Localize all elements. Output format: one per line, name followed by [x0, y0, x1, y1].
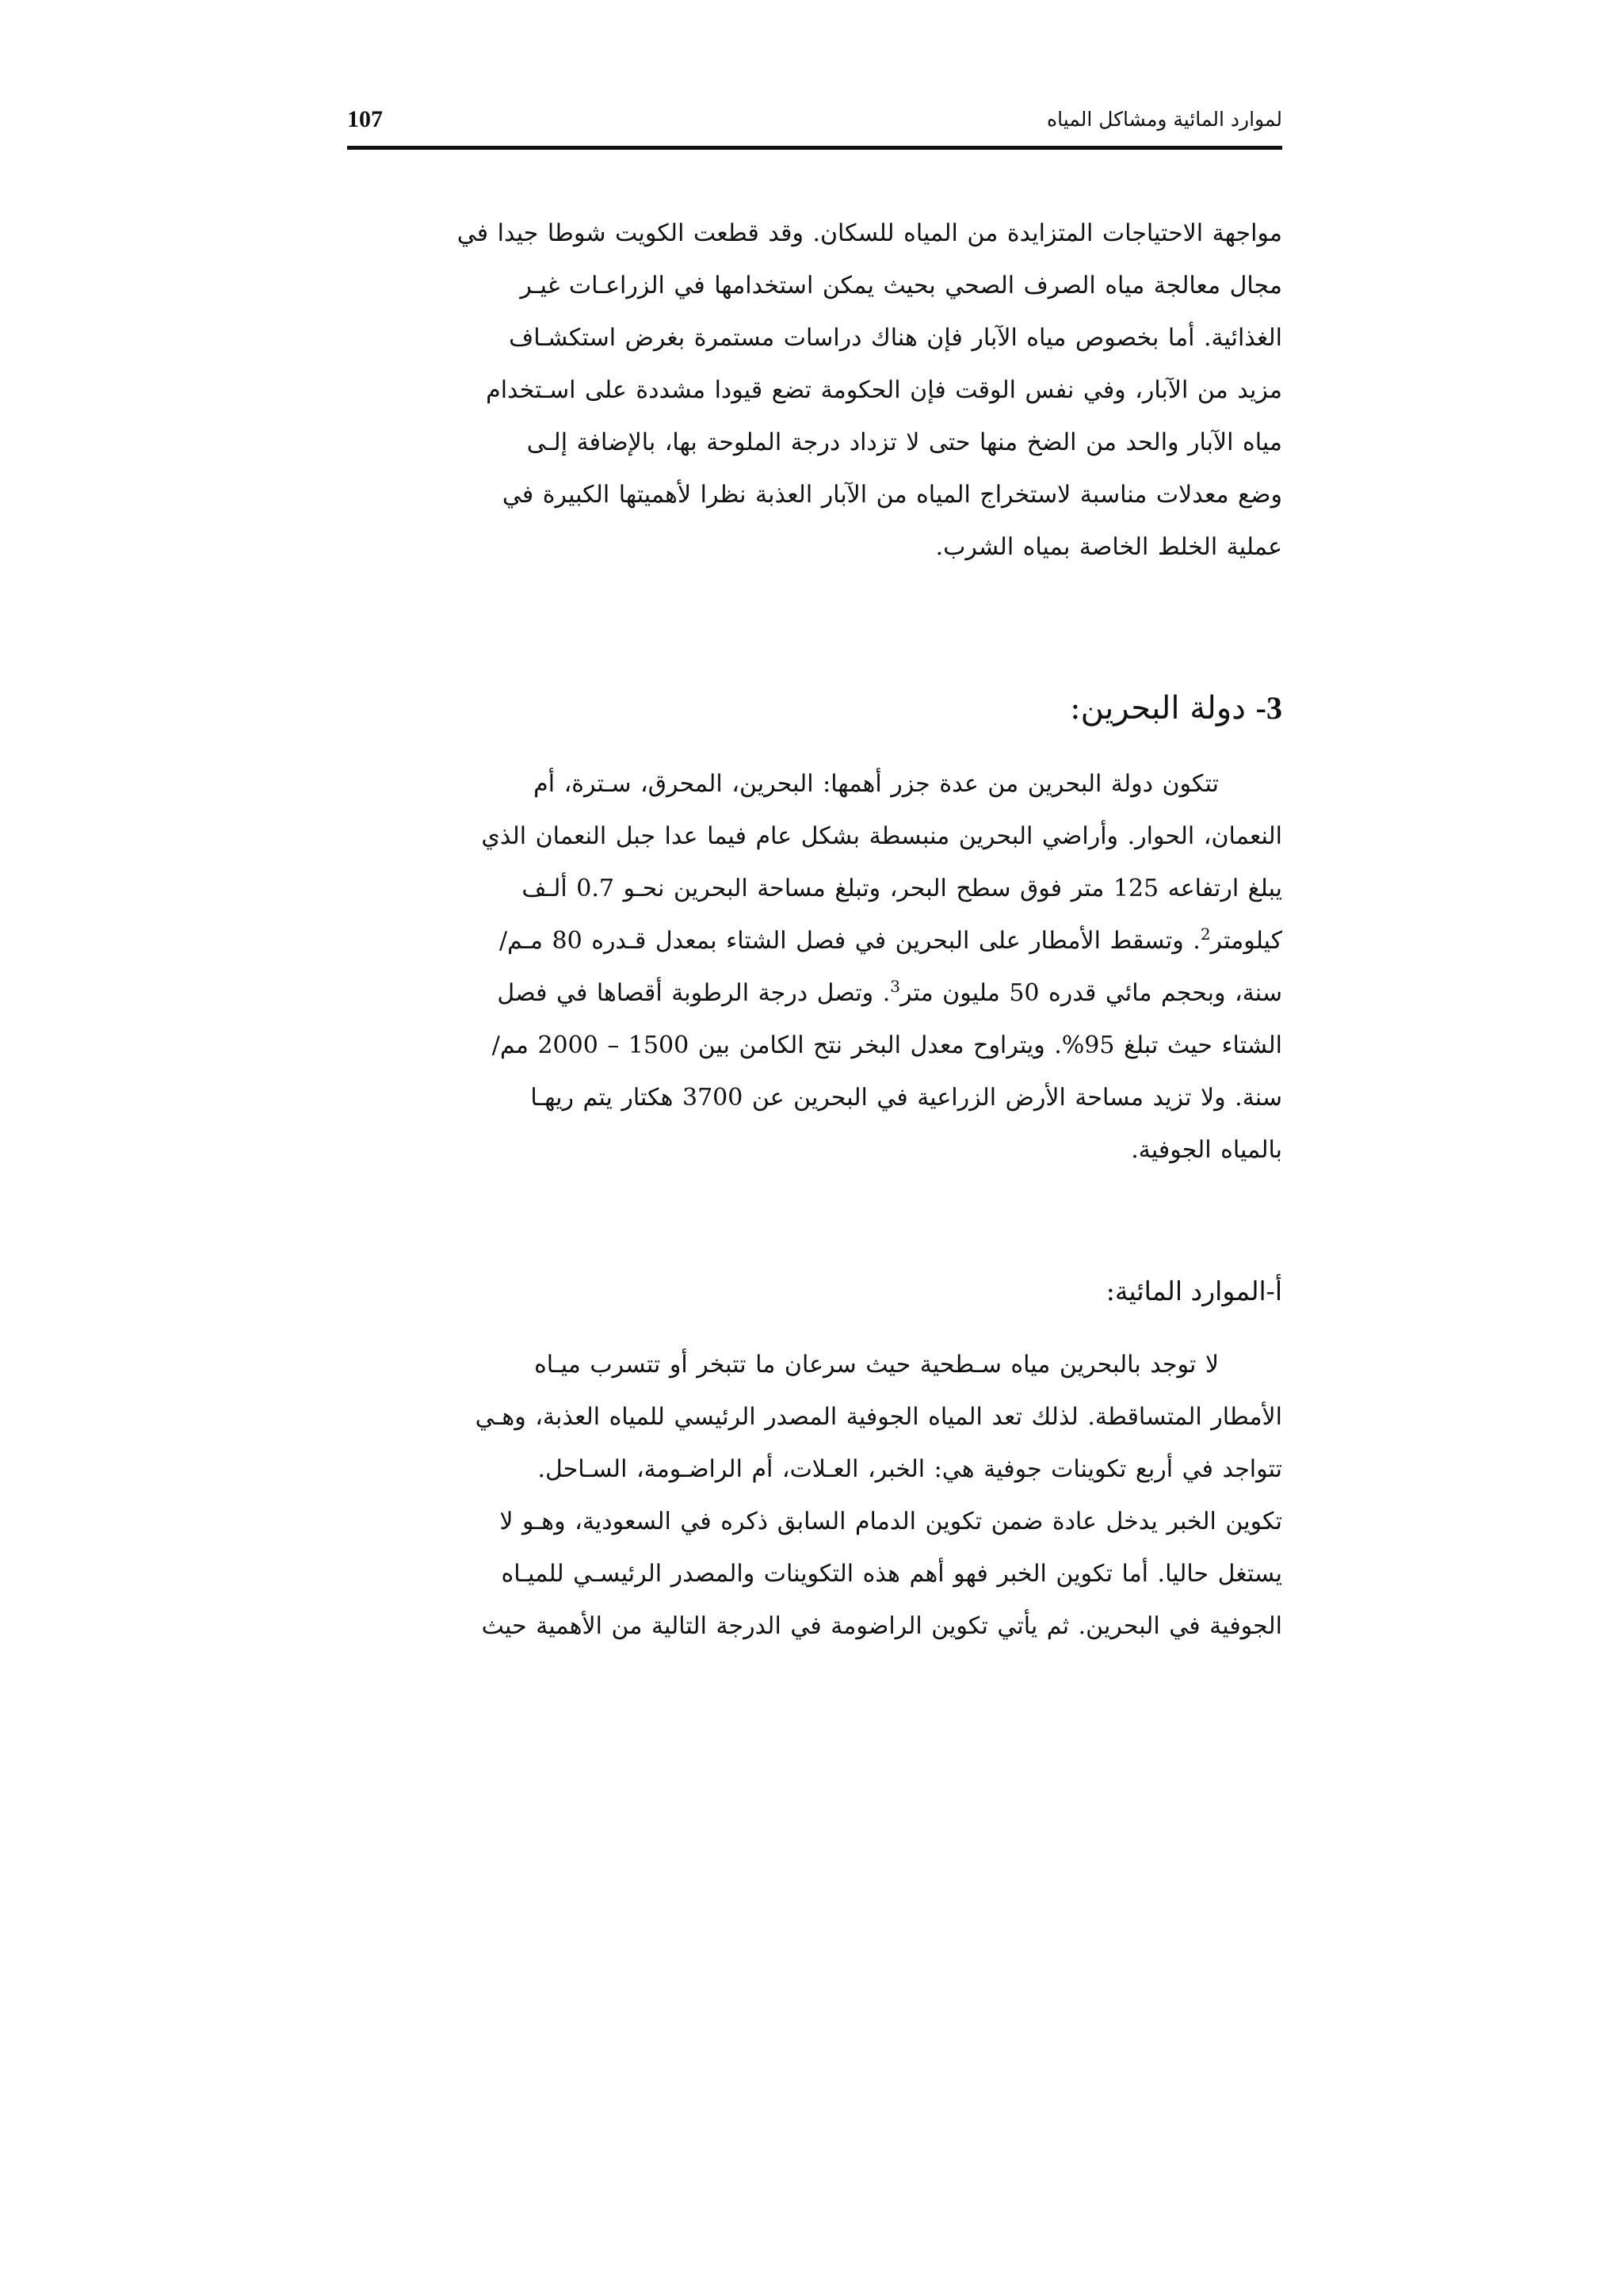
- text-run: سنة، وبحجم مائي قدره 50 مليون متر: [899, 979, 1282, 1007]
- text-run: . وتسقط الأمطار على البحرين في فصل الشتاء بمعدل قـدره 80 مـم/: [499, 927, 1201, 955]
- section-title: دولة البحرين:: [1070, 690, 1246, 727]
- text-line: لا توجد بالبحرين مياه سـطحية حيث سرعان ما تتبخر أو تتسرب ميـاه: [534, 1351, 1219, 1379]
- text-line: وضع معدلات مناسبة لاستخراج المياه من الآبار العذبة نظرا لأهميتها الكبيرة في: [502, 481, 1282, 509]
- text-line: مزيد من الآبار، وفي نفس الوقت فإن الحكومة تضع قيودا مشددة على اسـتخدام: [486, 376, 1282, 404]
- text-line: الأمطار المتساقطة. لذلك تعد المياه الجوفية المصدر الرئيسي للمياه العذبة، وهـي: [475, 1403, 1282, 1431]
- text-run: كيلومتر: [1210, 927, 1282, 955]
- section-number: 3-: [1255, 690, 1282, 726]
- text-line: تتواجد في أربع تكوينات جوفية هي: الخبر، العـلات، أم الراضـومة، السـاحل.: [537, 1455, 1282, 1483]
- text-line: [347, 967, 1282, 1020]
- text-line: الشتاء حيث تبلغ 95%. ويتراوح معدل البخر نتح الكامن بين 1500 – 2000 مم/: [491, 1032, 1282, 1059]
- superscript: 3: [890, 977, 900, 996]
- text-line: الجوفية في البحرين. ثم يأتي تكوين الراضومة في الدرجة التالية من الأهمية حيث: [481, 1612, 1282, 1640]
- page-number: 107: [347, 106, 383, 132]
- text-run: . وتصل درجة الرطوبة أقصاها في فصل: [497, 979, 891, 1007]
- text-line: مجال معالجة مياه الصرف الصحي بحيث يمكن استخدامها في الزراعـات غيـر: [520, 272, 1282, 299]
- header-rule: [347, 146, 1282, 150]
- text-line: بالمياه الجوفية.: [1131, 1136, 1282, 1164]
- text-line: مياه الآبار والحد من الضخ منها حتى لا تزداد درجة الملوحة بها، بالإضافة إلـى: [526, 429, 1282, 456]
- paragraph-water-resources: [347, 1339, 1282, 1653]
- text-line: [347, 915, 1282, 967]
- paragraph-kuwait-continued: [347, 208, 1282, 574]
- superscript: 2: [1200, 925, 1211, 944]
- text-line: تتكون دولة البحرين من عدة جزر أهمها: البحرين، المحرق، سـترة، أم: [533, 770, 1219, 798]
- text-line: عملية الخلط الخاصة بمياه الشرب.: [935, 533, 1282, 561]
- text-line: تكوين الخبر يدخل عادة ضمن تكوين الدمام السابق ذكره في السعودية، وهـو لا: [499, 1508, 1282, 1535]
- paragraph-bahrain: [347, 758, 1282, 1177]
- text-line: سنة. ولا تزيد مساحة الأرض الزراعية في البحرين عن 3700 هكتار يتم ريهـا: [530, 1084, 1282, 1112]
- text-line: الغذائية. أما بخصوص مياه الآبار فإن هناك دراسات مستمرة بغرض استكشـاف: [509, 324, 1282, 352]
- text-line: يبلغ ارتفاعه 125 متر فوق سطح البحر، وتبلغ مساحة البحرين نحـو 0.7 ألـف: [521, 875, 1282, 902]
- section-heading-bahrain: [1070, 689, 1282, 727]
- text-line: مواجهة الاحتياجات المتزايدة من المياه للسكان. وقد قطعت الكويت شوطا جيدا في: [456, 219, 1282, 247]
- text-line: النعمان، الحوار. وأراضي البحرين منبسطة بشكل عام فيما عدا جبل النعمان الذي: [481, 822, 1282, 850]
- subsection-heading-water-resources: أ-الموارد المائية:: [1106, 1276, 1282, 1306]
- text-line: يستغل حاليا. أما تكوين الخبر فهو أهم هذه التكوينات والمصدر الرئيسـي للميـاه: [501, 1560, 1282, 1588]
- running-title: لموارد المائية ومشاكل المياه: [1046, 108, 1282, 131]
- page-header: [347, 101, 1282, 149]
